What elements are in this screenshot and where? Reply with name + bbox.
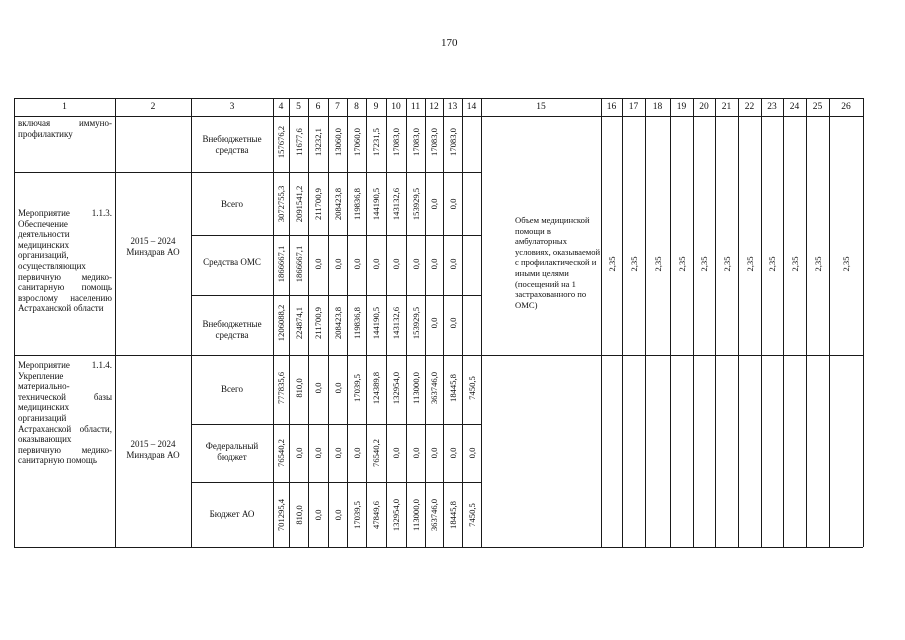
column-divider: [443, 98, 444, 547]
block1-value: 0,0: [429, 317, 439, 329]
page-number: 170: [441, 37, 458, 49]
indicator-value: 2,35: [812, 256, 823, 272]
block2-value: 0,0: [447, 447, 458, 459]
block1-value: 2091541,2: [293, 185, 304, 223]
column-divider: [308, 98, 309, 547]
block2-value: 0,0: [313, 509, 323, 521]
block2-value: 132954,0: [391, 498, 401, 532]
block1-source-2: Внебюджетные средства: [202, 319, 262, 340]
column-divider: [273, 98, 274, 547]
column-divider: [328, 98, 329, 547]
block0-value: 13232,1: [313, 128, 323, 156]
block2-value: 0,0: [313, 382, 323, 394]
column-header-1: 1: [62, 102, 67, 112]
block2-value: 76540,2: [276, 439, 286, 467]
block2-value: 17039,5: [351, 501, 362, 529]
indicator-value: 2,35: [789, 256, 800, 272]
block2-value: 0,0: [351, 447, 362, 459]
block2-value: 47849,6: [371, 501, 381, 529]
column-header-2: 2: [150, 102, 156, 112]
block2-value: 0,0: [293, 447, 304, 459]
block1-value: 0,0: [313, 258, 323, 270]
column-divider: [783, 98, 784, 547]
column-header-3: 3: [229, 102, 235, 112]
column-header-21: 21: [721, 102, 732, 112]
row-separator: [191, 482, 481, 483]
indicator-value: 2,35: [652, 256, 663, 272]
block1-value: 119836,8: [351, 307, 362, 339]
column-header-12: 12: [429, 102, 439, 112]
column-divider: [115, 98, 116, 547]
column-divider: [14, 98, 15, 547]
block2-source-0: Всего: [220, 384, 244, 394]
block0-value: 17083,0: [410, 128, 421, 156]
indicator-description: Объем медицинской помощи в амбулаторных условиях, оказываемой с профилактической и иными целями (посещений на 1 застрахованного по ОМС): [515, 215, 601, 310]
indicator-value: 2,35: [744, 256, 755, 272]
block2-value: 0,0: [429, 447, 439, 459]
column-divider: [715, 98, 716, 547]
block0-value: 13060,0: [332, 128, 343, 156]
column-divider: [462, 98, 463, 547]
indicator-value: 2,35: [767, 256, 777, 272]
block1-value: 0,0: [351, 258, 362, 270]
indicator-value: 2,35: [628, 256, 639, 272]
block2-value: 810,0: [293, 378, 304, 398]
column-divider: [347, 98, 348, 547]
column-header-23: 23: [767, 102, 777, 112]
column-divider: [806, 98, 807, 547]
column-divider: [829, 98, 830, 547]
column-divider: [693, 98, 694, 547]
block2-value: 0,0: [466, 447, 477, 459]
block0-value: 17083,0: [391, 128, 401, 156]
row-separator: [191, 295, 481, 296]
block1-value: 0,0: [447, 258, 458, 270]
row-separator: [191, 235, 481, 236]
block1-value: 0,0: [371, 258, 381, 270]
column-header-22: 22: [744, 102, 755, 112]
block0-funding: Внебюджетные средства: [202, 134, 262, 155]
block1-value: 3072755,3: [276, 185, 286, 223]
block2-value: 7450,5: [466, 503, 477, 527]
column-header-15: 15: [536, 102, 546, 112]
block2-value: 124389,8: [371, 371, 381, 405]
block0-value: 157676,2: [276, 125, 286, 159]
column-divider: [481, 98, 482, 547]
column-divider: [738, 98, 739, 547]
block1-value: 0,0: [391, 258, 401, 270]
column-divider: [645, 98, 646, 547]
block1-value: 119836,8: [351, 188, 362, 220]
column-header-20: 20: [699, 102, 709, 112]
block2-source-2: Бюджет АО: [209, 509, 255, 519]
block2-period: 2015 – 2024 Минздрав АО: [126, 439, 180, 460]
column-header-11: 11: [410, 102, 421, 112]
block-separator: [14, 355, 863, 356]
column-divider: [425, 98, 426, 547]
block2-value: 363746,0: [429, 498, 439, 532]
column-header-19: 19: [676, 102, 687, 112]
block1-value: 143132,6: [391, 187, 401, 221]
block1-value: 0,0: [429, 198, 439, 210]
block1-period: 2015 – 2024 Минздрав АО: [126, 236, 180, 257]
column-header-7: 7: [335, 102, 340, 112]
column-divider: [622, 98, 623, 547]
column-header-5: 5: [296, 102, 301, 112]
block2-value: 0,0: [391, 447, 401, 459]
block2-value: 0,0: [410, 447, 421, 459]
block-separator: [14, 172, 481, 173]
column-divider: [863, 98, 864, 547]
column-header-9: 9: [373, 102, 379, 112]
column-header-24: 24: [789, 102, 800, 112]
block0-value: 17083,0: [429, 128, 439, 156]
column-divider: [289, 98, 290, 547]
column-divider: [386, 98, 387, 547]
block0-value: 17083,0: [447, 128, 458, 156]
column-header-26: 26: [841, 102, 851, 112]
indicator-value: 2,35: [606, 256, 617, 272]
column-header-16: 16: [606, 102, 617, 112]
block1-title: Мероприятие 1.1.3. Обеспечение деятельности медицинских организаций, осуществляющих первичную медико-санитарную помощь взрослому населению Астраханской области: [18, 208, 112, 314]
indicator-value: 2,35: [676, 256, 687, 272]
column-divider: [670, 98, 671, 547]
block1-value: 1866667,1: [293, 245, 304, 283]
block2-value: 132954,0: [391, 371, 401, 405]
table-bottom-border: [14, 547, 863, 548]
header-bottom-border: [14, 116, 863, 117]
block1-value: 0,0: [447, 198, 458, 210]
block2-value: 18445,8: [447, 501, 458, 529]
block2-value: 0,0: [332, 382, 343, 394]
block1-value: 153929,5: [410, 306, 421, 340]
block1-value: 1866667,1: [276, 245, 286, 283]
block2-value: 0,0: [332, 447, 343, 459]
column-header-18: 18: [652, 102, 663, 112]
column-header-8: 8: [354, 102, 359, 112]
block2-value: 113000,0: [410, 499, 421, 531]
block1-value: 0,0: [429, 258, 439, 270]
column-header-4: 4: [278, 102, 284, 112]
block1-value: 208423,8: [332, 306, 343, 340]
column-header-6: 6: [315, 102, 321, 112]
block0-value: 11677,6: [293, 128, 304, 156]
block1-value: 208423,8: [332, 187, 343, 221]
block2-value: 113000,0: [410, 372, 421, 404]
block2-value: 76540,2: [371, 439, 381, 467]
block1-value: 144190,5: [371, 187, 381, 221]
block1-value: 144190,5: [371, 306, 381, 340]
block1-source-1: Средства ОМС: [203, 257, 261, 267]
column-divider: [191, 98, 192, 547]
column-header-13: 13: [447, 102, 458, 112]
block1-value: 153929,5: [410, 187, 421, 221]
column-divider: [406, 98, 407, 547]
block2-value: 777835,6: [276, 371, 286, 405]
row-separator: [191, 424, 481, 425]
column-header-17: 17: [628, 102, 639, 112]
block0-title: включая иммуно-профилактику: [18, 118, 112, 139]
block2-value: 18445,8: [447, 374, 458, 402]
column-header-14: 14: [466, 102, 477, 112]
block1-value: 0,0: [410, 258, 421, 270]
column-divider: [601, 98, 602, 547]
block0-value: 17231,5: [371, 128, 381, 156]
block0-value: 17060,0: [351, 128, 362, 156]
block1-value: 1206088,2: [276, 304, 286, 342]
block2-value: 0,0: [313, 447, 323, 459]
block1-value: 211700,9: [313, 307, 323, 339]
block2-source-1: Федеральный бюджет: [205, 441, 259, 462]
column-header-10: 10: [391, 102, 401, 112]
column-divider: [366, 98, 367, 547]
block1-value: 0,0: [447, 317, 458, 329]
block2-value: 810,0: [293, 505, 304, 525]
block1-value: 224874,1: [293, 306, 304, 340]
block1-source-0: Всего: [220, 199, 244, 209]
block2-value: 0,0: [332, 509, 343, 521]
block1-value: 211700,9: [313, 188, 323, 220]
column-divider: [761, 98, 762, 547]
indicator-value: 2,35: [841, 256, 851, 272]
block1-value: 143132,6: [391, 306, 401, 340]
budget-table: [14, 98, 863, 547]
block2-value: 701295,4: [276, 498, 286, 532]
column-header-25: 25: [812, 102, 823, 112]
block2-value: 7450,5: [466, 376, 477, 400]
indicator-value: 2,35: [699, 256, 709, 272]
block2-value: 363746,0: [429, 371, 439, 405]
block1-value: 0,0: [332, 258, 343, 270]
block2-value: 17039,5: [351, 374, 362, 402]
indicator-value: 2,35: [721, 256, 732, 272]
block2-title: Мероприятие 1.1.4. Укрепление материально-технической базы медицинских организаций Астраханской области, оказывающих первичную медико-санитарную помощь: [18, 360, 112, 466]
